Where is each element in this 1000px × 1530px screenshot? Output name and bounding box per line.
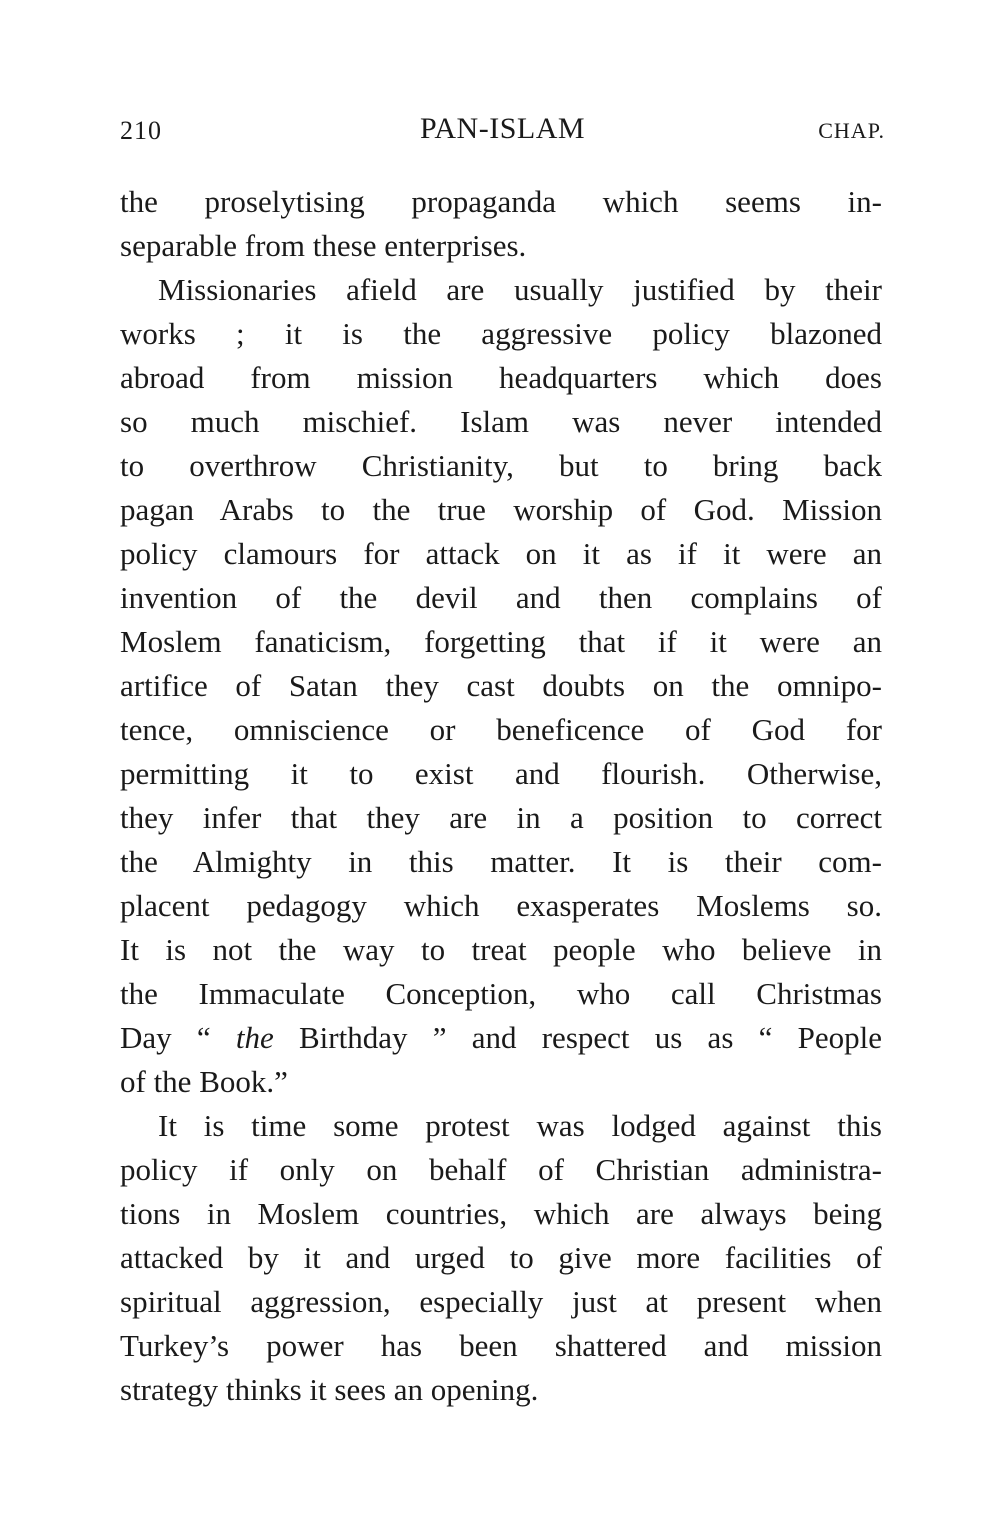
- italic-the: the: [235, 1020, 274, 1055]
- text-line: the proselytising propaganda which seems in-: [120, 184, 882, 219]
- text-line: so much mischief. Islam was never intended: [120, 404, 882, 439]
- paragraph-3: [120, 1104, 882, 1412]
- paragraph-1: [120, 180, 882, 268]
- day-line-suffix: Birthday ” and respect us as “ People: [273, 1020, 882, 1055]
- text-line: the Almighty in this matter. It is their com-: [120, 844, 882, 879]
- running-title: PAN-ISLAM: [419, 112, 586, 145]
- text-line: attacked by it and urged to give more facilities of: [120, 1240, 882, 1275]
- body-text: [120, 180, 882, 1412]
- text-line: of the Book.”: [120, 1064, 288, 1099]
- text-line: pagan Arabs to the true worship of God. Mission: [120, 492, 882, 527]
- paragraph-2: [120, 268, 882, 1104]
- text-line: tions in Moslem countries, which are always being: [120, 1196, 882, 1231]
- text-line: artifice of Satan they cast doubts on the omnipo-: [120, 668, 882, 703]
- text-line: works ; it is the aggressive policy blazoned: [120, 316, 882, 351]
- text-line: permitting it to exist and flourish. Otherwise,: [120, 756, 882, 791]
- text-line: It is time some protest was lodged against this: [158, 1108, 882, 1143]
- text-line: strategy thinks it sees an opening.: [120, 1372, 539, 1407]
- text-line: the Immaculate Conception, who call Christmas: [120, 976, 882, 1011]
- text-line: Missionaries afield are usually justified by their: [158, 272, 882, 307]
- text-line: separable from these enterprises.: [120, 228, 527, 263]
- chapter-label: CHAP.: [818, 118, 885, 143]
- text-line: Moslem fanaticism, forgetting that if it were an: [120, 624, 882, 659]
- text-line: It is not the way to treat people who believe in: [120, 932, 882, 967]
- text-line: to overthrow Christianity, but to bring back: [120, 448, 882, 483]
- text-line: policy if only on behalf of Christian administra-: [120, 1152, 882, 1187]
- text-line: tence, omniscience or beneficence of God for: [120, 712, 882, 747]
- text-line-with-emphasis: [120, 1016, 882, 1060]
- text-line: invention of the devil and then complains of: [120, 580, 882, 615]
- text-line: spiritual aggression, especially just at present when: [120, 1284, 882, 1319]
- text-line: Turkey’s power has been shattered and mission: [120, 1328, 882, 1363]
- text-line: abroad from mission headquarters which does: [120, 360, 882, 395]
- day-line-prefix: Day “: [120, 1020, 236, 1055]
- page-header: [120, 112, 885, 152]
- text-line: policy clamours for attack on it as if it were an: [120, 536, 882, 571]
- text-line: placent pedagogy which exasperates Moslems so.: [120, 888, 882, 923]
- text-line: they infer that they are in a position to correct: [120, 800, 882, 835]
- page-number: 210: [120, 116, 162, 145]
